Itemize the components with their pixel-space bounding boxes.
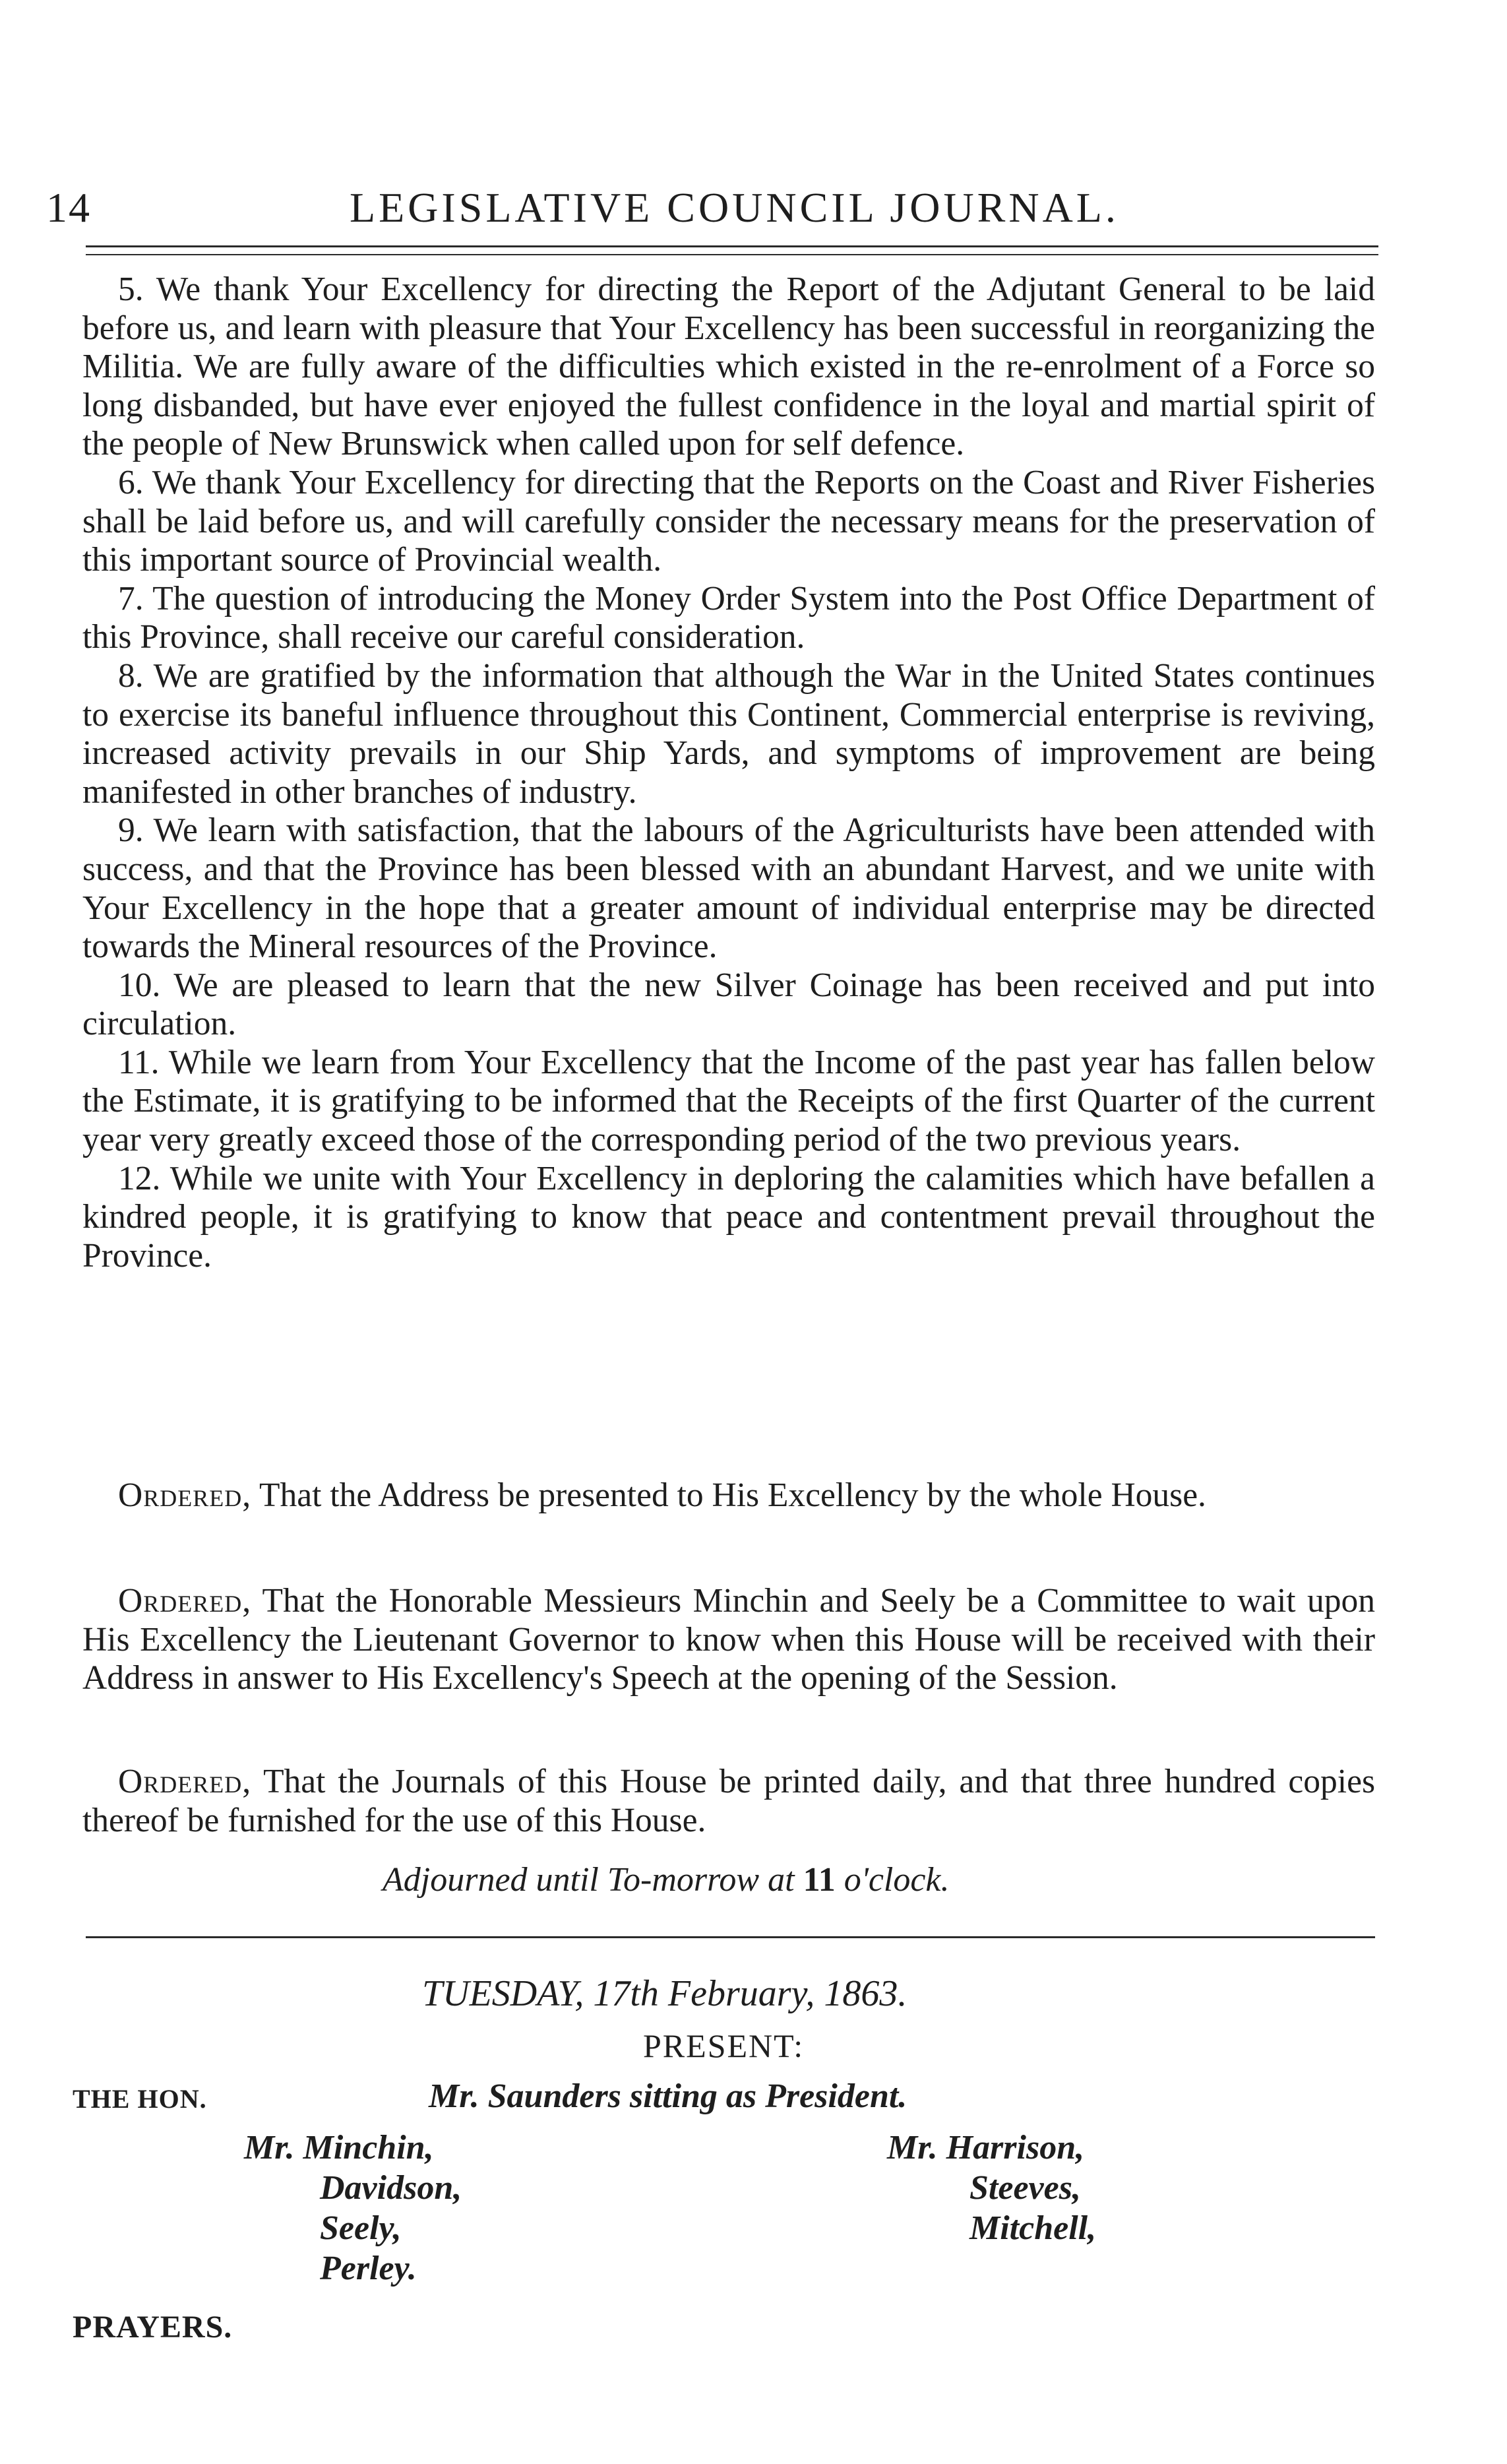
paragraph-11: 11. While we learn from Your Excellency that the Income of the past year has fallen below the Estimate, it is gratifying to be informed that the Receipts of the first Quarter of the current year very greatly exceed those of the corresponding period of the two previous years. <box>82 1043 1375 1159</box>
paragraph-10: 10. We are pleased to learn that the new Silver Coinage has been received and put into circulation. <box>82 966 1375 1043</box>
prayers-heading: PRAYERS. <box>73 2310 233 2345</box>
member-name: Perley. <box>320 2250 417 2287</box>
paragraph-6: 6. We thank Your Excellency for directing that the Reports on the Coast and River Fisheries shall be laid before us, and will carefully consider the necessary means for the preservation of this important source of Provincial wealth. <box>82 463 1375 579</box>
order-committee <box>82 1582 1375 1698</box>
paragraph-8: 8. We are gratified by the information that although the War in the United States continues to exercise its baneful influence throughout this Continent, Commercial enterprise is reviving, increased activity prevails in our Ship Yards, and symptoms of improvement are being manifested in other branches of industry. <box>82 656 1375 811</box>
the-hon-label: THE HON. <box>73 2084 207 2114</box>
members-left-column <box>244 2128 462 2289</box>
present-heading: PRESENT: <box>643 2027 805 2064</box>
ordered-label: Ordered, <box>118 1763 252 1800</box>
member-name: Seely, <box>320 2209 402 2247</box>
ordered-label: Ordered, <box>118 1476 252 1514</box>
order-text: That the Honorable Messieurs Minchin and Seely be a Committee to wait upon His Excellency the Lieutenant Governor to know when this House will be received with their Address in answer to His Excellency's Speech at the opening of the Session. <box>82 1582 1376 1697</box>
ordered-label: Ordered, <box>118 1582 252 1620</box>
president-line: Mr. Saunders sitting as President. <box>429 2077 907 2115</box>
member-name: Mitchell, <box>969 2209 1097 2247</box>
order-journals-printed <box>82 1763 1375 1840</box>
member-name: Mr. Harrison, <box>887 2129 1085 2166</box>
members-right-column <box>887 2128 1096 2248</box>
session-date: TUESDAY, 17th February, 1863. <box>422 1973 907 2014</box>
order-address-presented <box>82 1476 1375 1515</box>
order-text: That the Address be presented to His Excellency by the whole House. <box>259 1476 1206 1514</box>
running-title: LEGISLATIVE COUNCIL JOURNAL. <box>350 184 1119 231</box>
order-text: That the Journals of this House be printed daily, and that three hundred copies thereof be furnished for the use of this House. <box>82 1763 1375 1839</box>
paragraph-9: 9. We learn with satisfaction, that the labours of the Agriculturists have been attended with success, and that the Province has been blessed with an abundant Harvest, and we unite with Your Excellency in the hope that a greater amount of individual enterprise may be directed towards the Mineral resources of the Province. <box>82 811 1375 966</box>
paragraph-7: 7. The question of introducing the Money Order System into the Post Office Department of this Province, shall receive our careful consideration. <box>82 579 1375 656</box>
member-name: Davidson, <box>320 2169 462 2207</box>
member-name: Mr. Minchin, <box>244 2129 434 2166</box>
address-paragraphs <box>82 270 1375 1275</box>
page-number: 14 <box>46 184 91 231</box>
adjourned-text: Adjourned until To-morrow at <box>383 1861 795 1899</box>
adjourned-hour: 11 <box>803 1861 836 1899</box>
page-header <box>46 178 1378 237</box>
adjournment-line <box>383 1860 950 1899</box>
header-double-rule <box>86 245 1378 255</box>
adjourned-oclock: o'clock. <box>844 1861 950 1899</box>
paragraph-5: 5. We thank Your Excellency for directing the Report of the Adjutant General to be laid before us, and learn with pleasure that Your Excellency has been successful in reorganizing the Militia. We are fully aware of the difficulties which existed in the re-enrolment of a Force so long disbanded, but have ever enjoyed the fullest confidence in the loyal and martial spirit of the people of New Brunswick when called upon for self defence. <box>82 270 1375 463</box>
member-name: Steeves, <box>969 2169 1081 2207</box>
section-divider <box>86 1936 1375 1938</box>
paragraph-12: 12. While we unite with Your Excellency in deploring the calamities which have befallen a kindred people, it is gratifying to know that peace and contentment prevail throughout the Province. <box>82 1159 1375 1275</box>
